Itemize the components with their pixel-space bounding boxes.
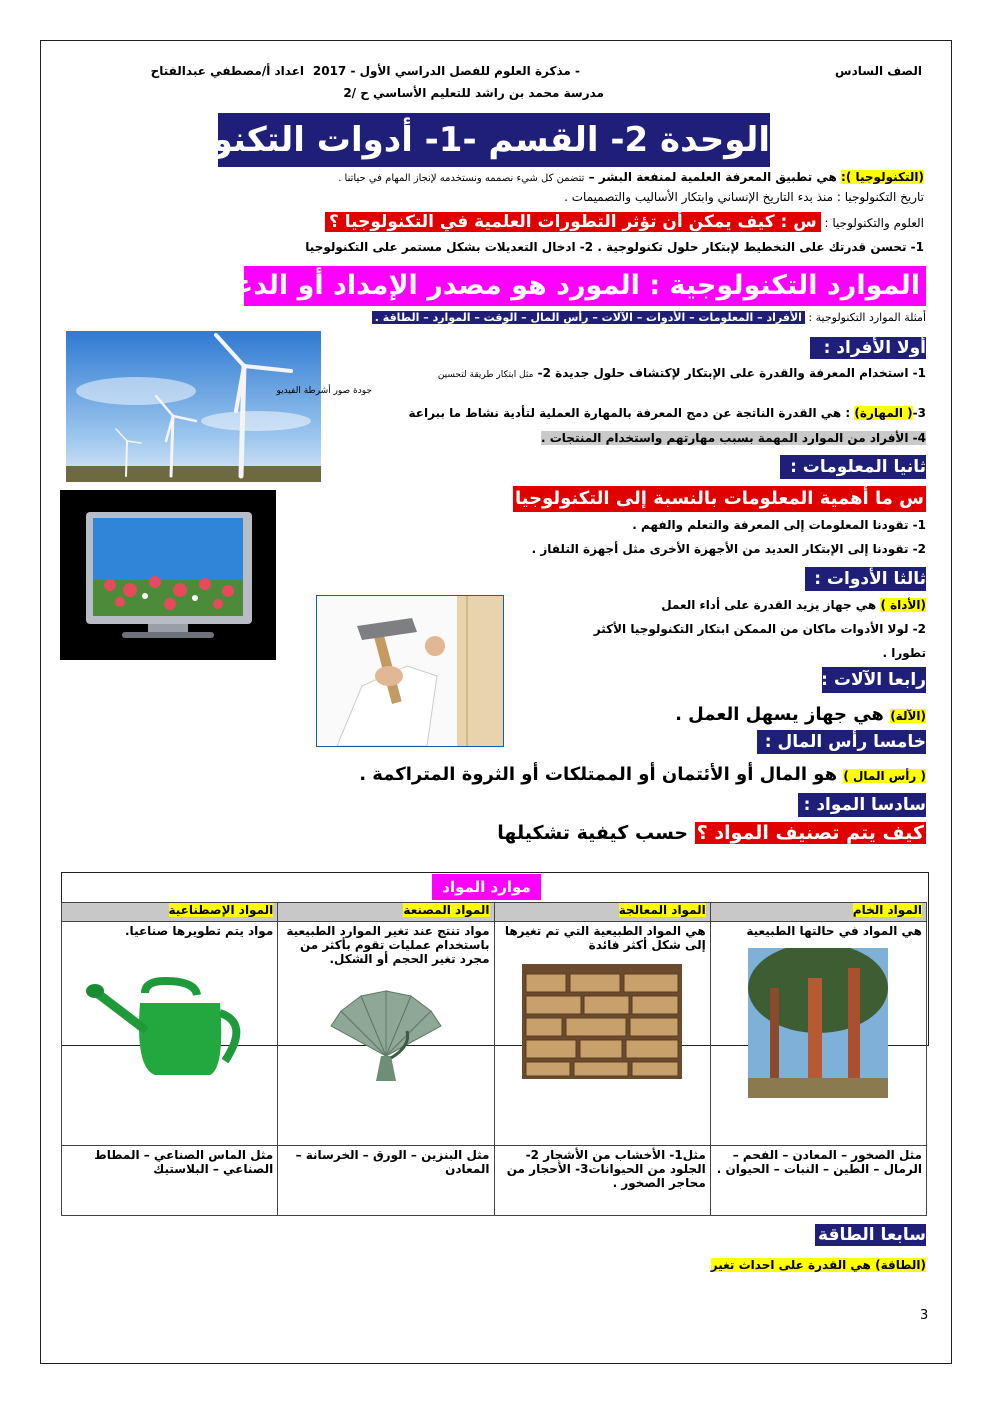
info-heading: ثانيا المعلومات : [780, 455, 926, 479]
materials-table [61, 902, 927, 1216]
paper-peacock-image [282, 986, 489, 1089]
watering-can-image [66, 973, 273, 1086]
technology-definition: (التكنولوجيا ): هي تطبيق المعرفة العلمية لمنفعة البشر – تتضمن كل شيء نصممه ونستخدمه لإنجاز المهام في حياتنا . [338, 170, 924, 184]
synthetic-cell: مواد يتم تطويرها صناعيا. [62, 922, 278, 1146]
energy-heading: سابعا الطاقة : [805, 1225, 926, 1245]
resources-banner: الموارد التكنولوجية : المورد هو مصدر الإمداد أو الدعم . [244, 266, 926, 306]
machines-heading: رابعا الآلات : [822, 667, 926, 693]
pine-trees-image [715, 948, 922, 1101]
capital-term: ( رأس المال ) [843, 769, 926, 783]
grade-label: الصف السادس [835, 64, 922, 78]
energy-term: (الطاقة) [875, 1258, 926, 1272]
people-point-3: 3-( المهارة) : هي القدرة الناتجة عن دمج المعرفة بالمهارة العملية لتأدية نشاط ما ببراعة [408, 406, 926, 420]
column-header-processed: المواد المعالجة [494, 903, 710, 922]
people-point-4: 4- الأفراد من الموارد المهمة بسبب مهارتهم واستخدام المنتجات . [541, 431, 926, 445]
lumber-stack-image [499, 964, 706, 1082]
materials-heading: سادسا المواد : [798, 793, 926, 817]
column-header-synthetic: المواد الإصطناعية [62, 903, 278, 922]
page-title: الوحدة 2- القسم -1- أدوات التكنولوجيا [218, 113, 770, 167]
capital-definition: ( رأس المال ) هو المال أو الأئتمان أو الممتلكات أو الثروة المتراكمة . [359, 764, 926, 785]
info-point-1: 1- تقودنا المعلومات إلى المعرفة والتعلم والفهم . [632, 518, 926, 532]
resources-examples: أمثلة الموارد التكنولوجية : الأفراد – المعلومات – الأدوات – الآلات – رأس المال – الوقت – الموارد – الطاقة . [372, 311, 926, 324]
tools-heading: ثالثا الأدوات : [805, 567, 926, 591]
skill-term: ( المهارة) [854, 406, 913, 420]
column-header-manufactured: المواد المصنعة [278, 903, 494, 922]
tool-definition: (الأداة ) هي جهاز يزيد القدرة على أداء العمل [661, 598, 926, 612]
column-header-raw: المواد الخام [710, 903, 926, 922]
hammer-image [316, 595, 504, 747]
science-question: س : كيف يمكن أن تؤثر التطورات العلمية في التكنولوجيا ؟ [325, 212, 821, 232]
tools-point-2: 2- لولا الأدوات ماكان من الممكن ابتكار التكنولوجيا الأكثر [593, 622, 926, 636]
tools-point-2b: تطورا . [882, 646, 926, 660]
people-point-1: 1- استخدام المعرفة والقدرة على الإبتكار لإكتشاف حلول جديدة 2- مثل ابتكار طريقة لتحسين [437, 366, 926, 380]
materials-table-title: موارد المواد [432, 874, 541, 900]
materials-question: كيف يتم تصنيف المواد ؟ حسب كيفية تشكيلها [497, 822, 924, 844]
machine-definition: (الآلة) هي جهاز يسهل العمل . [675, 704, 926, 725]
raw-examples: مثل الصخور – المعادن – الفحم – الرمال – الطين – النبات – الحيوان . [710, 1146, 926, 1216]
page-number: 3 [920, 1308, 929, 1323]
raw-cell: هي المواد في حالتها الطبيعية [710, 922, 926, 1146]
author-label: اعداد أ/مصطفي عبدالفتاح [150, 64, 304, 78]
technology-history: تاريخ التكنولوجيا : منذ بدء التاريخ الإنساني وابتكار الأساليب والتصميمات . [564, 190, 924, 204]
memo-label: - مذكرة العلوم للفصل الدراسي الأول - 2017 [312, 64, 580, 78]
info-question: س ما أهمية المعلومات بالنسبة إلى التكنولوجيا ؟ [513, 486, 926, 512]
capital-heading: خامسا رأس المال : [757, 730, 926, 754]
school-label: مدرسة محمد بن راشد للتعليم الأساسي ح /2 [343, 86, 604, 100]
people-point-1-note: جودة صور أشرطة الفيديو [276, 386, 372, 396]
processed-cell: هي المواد الطبيعية التي تم تغيرها إلى شكل أكثر فائدة [494, 922, 710, 1146]
people-heading: أولا الأفراد : [810, 337, 926, 359]
tool-term: (الأداة ) [880, 598, 926, 612]
manufactured-examples: مثل البنزين – الورق – الخرسانة – المعادن [278, 1146, 494, 1216]
wind-turbines-image [66, 331, 321, 482]
science-technology-line: العلوم والتكنولوجيا : س : كيف يمكن أن تؤثر التطورات العلمية في التكنولوجيا ؟ [325, 212, 924, 232]
television-image [60, 490, 276, 660]
synthetic-examples: مثل الماس الصناعي – المطاط الصناعي – البلاستيك [62, 1146, 278, 1216]
technology-term: (التكنولوجيا ): [841, 170, 924, 184]
science-answer: 1- تحسن قدرتك على التخطيط لإبتكار حلول تكنولوجية . 2- ادخال التعديلات بشكل مستمر على التكنولوجيا [305, 240, 924, 254]
manufactured-cell: مواد تنتج عند تغير الموارد الطبيعية باستخدام عمليات تقوم بأكثر من مجرد تغير الحجم أو الشكل. [278, 922, 494, 1146]
machine-term: (الآلة) [890, 709, 926, 723]
info-point-2: 2- تقودنا إلى الإبتكار العديد من الأجهزة الأخرى مثل أجهزة التلفاز . [531, 542, 926, 556]
energy-definition: (الطاقة) هي القدرة على احداث تغير [710, 1258, 926, 1272]
processed-examples: مثل1- الأخشاب من الأشجار 2- الجلود من الحيوانات3- الأحجار من محاجر الصخور . [494, 1146, 710, 1216]
